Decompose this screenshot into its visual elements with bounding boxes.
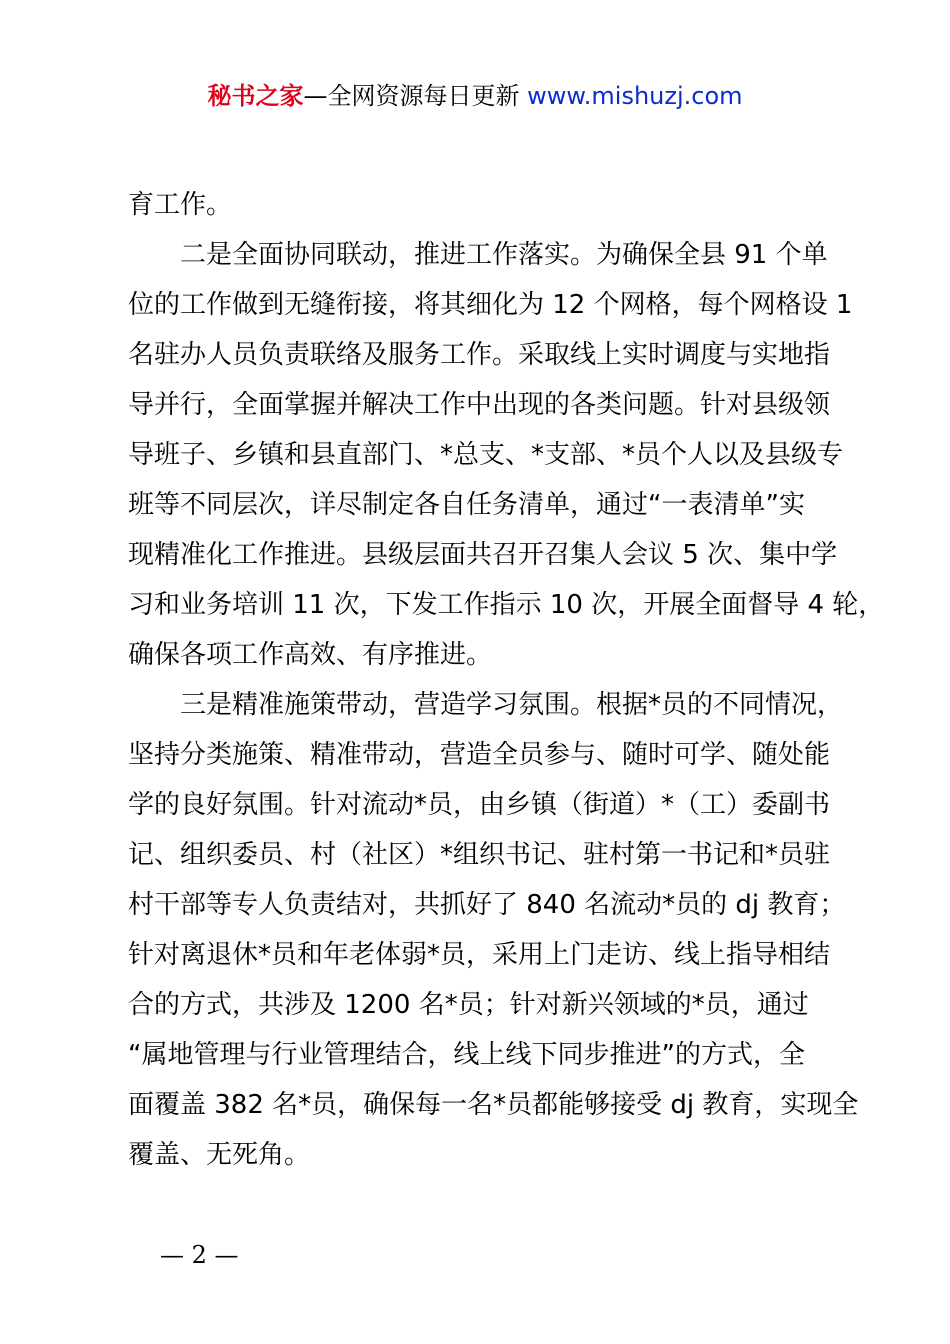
paragraph-line: 合的方式，共涉及 1200 名*员；针对新兴领域的*员，通过 <box>128 990 809 1020</box>
paragraph-line: 确保各项工作高效、有序推进。 <box>128 640 493 670</box>
paragraph-line: 导并行，全面掌握并解决工作中出现的各类问题。针对县级领 <box>128 390 831 420</box>
paragraph-line: 记、组织委员、村（社区）*组织书记、驻村第一书记和*员驻 <box>128 840 831 870</box>
paragraph-line: 学的良好氛围。针对流动*员，由乡镇（街道）*（工）委副书 <box>128 790 831 820</box>
paragraph-line: 名驻办人员负责联络及服务工作。采取线上实时调度与实地指 <box>128 340 831 370</box>
paragraph-line: 现精准化工作推进。县级层面共召开召集人会议 5 次、集中学 <box>128 540 838 570</box>
paragraph-line: 三是精准施策带动，营造学习氛围。根据*员的不同情况， <box>180 690 844 720</box>
brand-name: 秘书之家 <box>207 82 304 110</box>
site-header <box>0 80 950 112</box>
page-number: — 2 — <box>160 1241 239 1269</box>
paragraph-line: 位的工作做到无缝衔接，将其细化为 12 个网格，每个网格设 1 <box>128 290 853 320</box>
paragraph-line: 育工作。 <box>128 190 233 220</box>
paragraph-line: “属地管理与行业管理结合，线上线下同步推进”的方式，全 <box>128 1040 805 1070</box>
header-tagline: —全网资源每日更新 <box>303 82 528 110</box>
paragraph-line: 面覆盖 382 名*员，确保每一名*员都能够接受 dj 教育，实现全 <box>128 1090 859 1120</box>
paragraph-line: 坚持分类施策、精准带动，营造全员参与、随时可学、随处能 <box>128 740 831 770</box>
paragraph-line: 习和业务培训 11 次，下发工作指示 10 次，开展全面督导 4 轮， <box>128 590 885 620</box>
document-body <box>128 180 885 1180</box>
paragraph-line: 导班子、乡镇和县直部门、*总支、*支部、*员个人以及县级专 <box>128 440 844 470</box>
site-url-link[interactable]: www.mishuzj.com <box>527 82 743 110</box>
paragraph-line: 覆盖、无死角。 <box>128 1140 311 1170</box>
paragraph-line: 班等不同层次，详尽制定各自任务清单，通过“一表清单”实 <box>128 490 805 520</box>
paragraph-line: 村干部等专人负责结对，共抓好了 840 名流动*员的 dj 教育； <box>128 890 846 920</box>
paragraph-line: 针对离退休*员和年老体弱*员，采用上门走访、线上指导相结 <box>128 940 831 970</box>
paragraph-line: 二是全面协同联动，推进工作落实。为确保全县 91 个单 <box>180 240 828 270</box>
